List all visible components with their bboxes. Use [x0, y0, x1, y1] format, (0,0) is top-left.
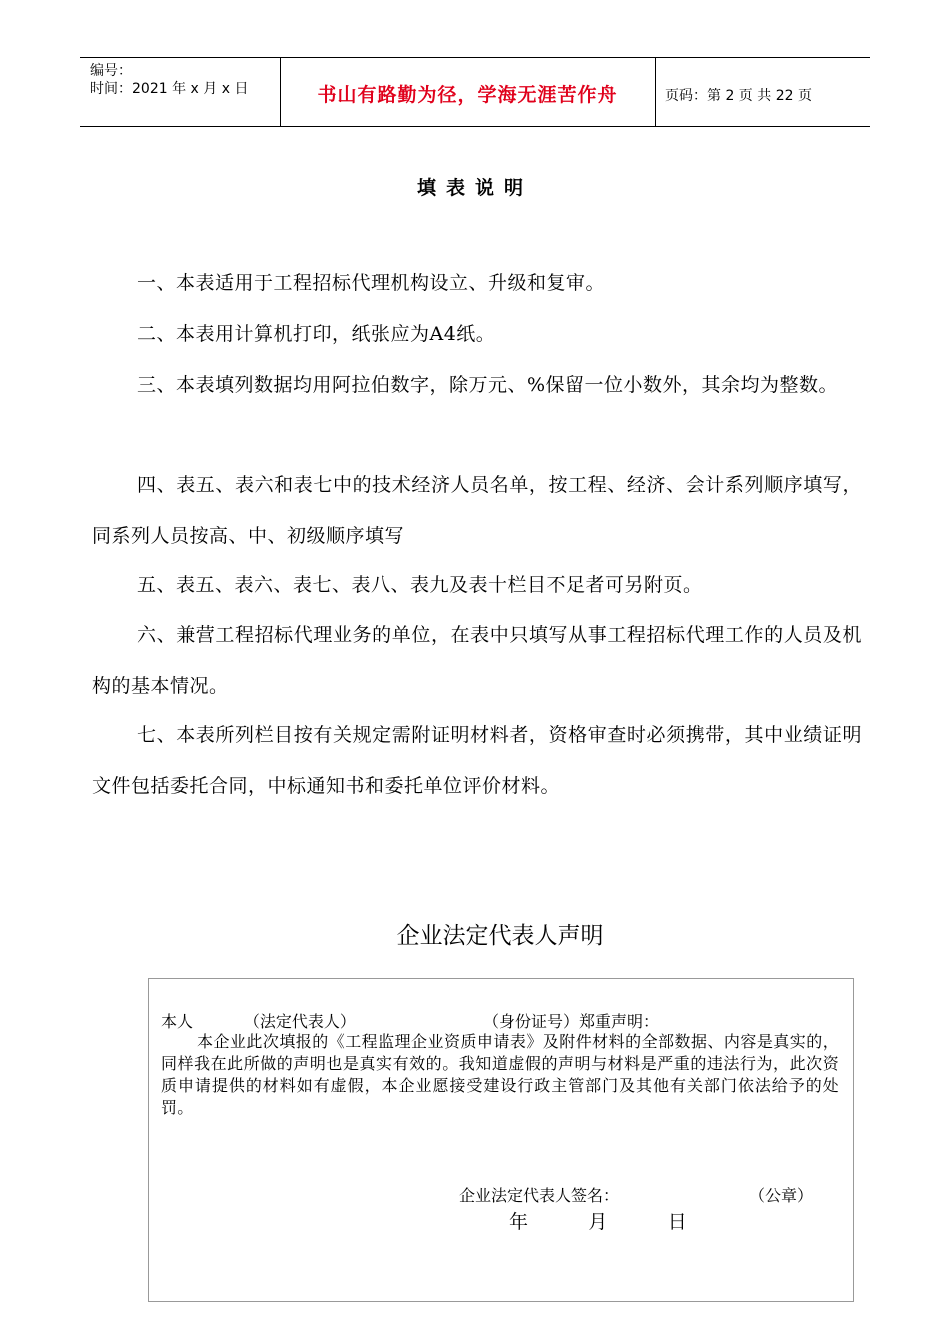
- document-number-label: 编号：: [90, 63, 132, 79]
- instruction-item: 三、本表填列数据均用阿拉伯数字，除万元、%保留一位小数外，其余均为整数。: [137, 374, 839, 396]
- instructions-title: 填表说明: [416, 177, 533, 199]
- date-line: 年 月 日: [509, 1211, 687, 1233]
- seal-label: （公章）: [749, 1186, 814, 1205]
- header-motto: 书山有路勤为径，学海无涯苦作舟: [317, 84, 618, 106]
- page-info: 页码：第 2 页 共 22 页: [665, 88, 812, 104]
- instruction-item: 一、本表适用于工程招标代理机构设立、升级和复审。: [137, 272, 606, 294]
- instruction-item: 四、表五、表六和表七中的技术经济人员名单，按工程、经济、会计系列顺序填写，同系列人员按高、中、初级顺序填写: [92, 474, 862, 547]
- declaration-box: [148, 978, 854, 1302]
- signature-label: 企业法定代表人签名：: [459, 1186, 620, 1205]
- instruction-item: 七、本表所列栏目按有关规定需附证明材料者，资格审查时必须携带，其中业绩证明文件包括委托合同，中标通知书和委托单位评价材料。: [92, 724, 862, 797]
- document-time-label: 时间：2021 年 x 月 x 日: [90, 81, 249, 97]
- instruction-item: 二、本表用计算机打印，纸张应为A4纸。: [137, 323, 496, 345]
- page-header: [80, 57, 870, 127]
- header-divider: [655, 58, 656, 126]
- declaration-body: 本企业此次填报的《工程监理企业资质申请表》及附件材料的全部数据、内容是真实的，同样我在此所做的声明也是真实有效的。我知道虚假的声明与材料是严重的违法行为，此次资质申请提供的材料如有虚假，本企业愿接受建设行政主管部门及其他有关部门依法给予的处罚。: [161, 1032, 839, 1117]
- instruction-item: 六、兼营工程招标代理业务的单位，在表中只填写从事工程招标代理工作的人员及机构的基本情况。: [92, 624, 862, 697]
- declaration-first-line: 本人 （法定代表人） （身份证号）郑重声明：: [161, 1012, 660, 1031]
- instruction-item: 五、表五、表六、表七、表八、表九及表十栏目不足者可另附页。: [137, 574, 703, 596]
- declaration-title: 企业法定代表人声明: [396, 923, 604, 949]
